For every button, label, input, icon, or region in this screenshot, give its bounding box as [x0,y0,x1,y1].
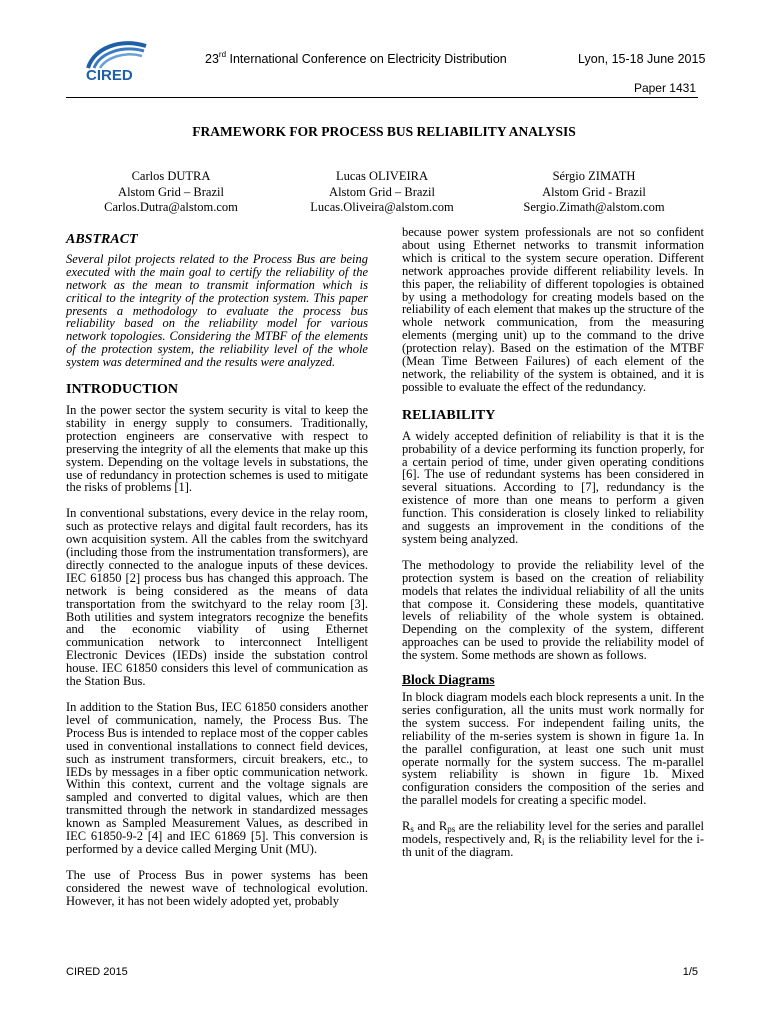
author-affiliation: Alstom Grid – Brazil [118,184,224,199]
author-email: Sergio.Zimath@alstom.com [523,200,665,214]
author-email: Carlos.Dutra@alstom.com [104,200,238,214]
author-1 [71,169,271,216]
block-diagrams-heading: Block Diagrams [402,672,495,688]
right-column [402,226,704,859]
continued-paragraph: because power system professionals are not so confident about using Ethernet networks to transmit information which is critical to the system secure operation. Different network approaches provide different reliability levels. In this paper, the reliability of different topologies is obtained by using a methodology for creating models based on the reliability of each element that makes up the structure of the whole network communication, from the measuring elements (merging unit) up to the command to the drive (protection relay). Based on the estimation of the MTBF (Mean Time Between Failures) of each element of the network, the reliability of the system is obtained, and it is possible to evaluate the effect of the redundancy. [402,225,704,394]
cired-logo [80,38,158,82]
intro-paragraph-3: In addition to the Station Bus, IEC 61850 considers another level of communication, namely, the Process Bus. The Process Bus is intended to replace most of the copper cables used in conventional installations to connect field devices, such as instrument transformers, circuit breakers, etc., to IEDs by messages in a fiber optic communication network. Within this context, current and the voltage signals are sampled and converted to digital values, which are then transmitted through the network in standardized messages known as Sampled Measurement Values, as described in IEC 61850-9-2 [4] and IEC 61869 [5]. This conversion is performed by a device called Merging Unit (MU). [66,700,368,856]
author-name: Lucas OLIVEIRA [336,169,428,183]
block-paragraph-1: In block diagram models each block represents a unit. In the series configuration, all the units must work normally for the system success. For independent failing units, the reliability of the m-series system is shown in figure 1a. In the parallel configuration, at least one such unit must operate normally for the system success. The m-parallel system reliability is shown in figure 1b. Mixed configuration considers the composition of the series and the parallel models for creating a specific model. [402,690,704,808]
abstract-text: Several pilot projects related to the Process Bus are being executed with the main goal to certify the reliability of the network as the mean to transmit information which is critical to the integrity of the protection system. This paper presents a methodology to evaluate the process bus reliability based on the reliability model for various network topologies. Considering the MTBF of the elements of the protection system, the reliability level of the whole system was determined and the results were analyzed. [66,251,368,370]
intro-paragraph-1: In the power sector the system security is vital to keep the stability in energy supply to consumers. Traditionally, protection engineers are conservative with respect to preserving the integrity of all the elements that make up this system. Depending on the voltage levels in substations, the use of redundancy in protection schemes is used to mitigate the risks of problems [1]. [66,402,368,495]
author-email: Lucas.Oliveira@alstom.com [310,200,454,214]
paper-title: FRAMEWORK FOR PROCESS BUS RELIABILITY ANALYSIS [192,124,576,139]
intro-paragraph-2: In conventional substations, every device in the relay room, such as protective relays and digital fault recorders, has its own acquisition system. All the cables from the switchyard (including those from the instrumentation transformers), are directly connected to the analogue inputs of these devices. IEC 61850 [2] process bus has changed this approach. The network is being considered as the means of data transportation from the switchyard to the relay room [3]. Both utilities and system integrators recognize the benefits and the economic viability of using Ethernet communication network to interconnect Intelligent Electronic Devices (IEDs) inside the substation control house. IEC 61850 considers this level of communication as the Station Bus. [66,506,368,689]
header-divider [66,97,698,98]
block-paragraph-2: $R_s$ and $R_{ps}$ are the reliability level for the series and parallel models, respectively and, $R_i$ is the reliability level for the i-th unit of the diagram. [402,819,705,859]
author-name: Carlos DUTRA [131,169,211,183]
author-3 [494,169,694,216]
page-number: 1/5 [682,966,698,978]
reliability-heading: RELIABILITY [402,407,496,423]
location-date: Lyon, 15-18 June 2015 [578,52,706,66]
abstract-heading: ABSTRACT [66,232,138,247]
paper-number: Paper 1431 [633,81,696,95]
left-column [66,226,368,908]
introduction-heading: INTRODUCTION [66,382,179,398]
intro-paragraph-4: The use of Process Bus in power systems has been considered the newest wave of technological evolution. However, it has not been widely adopted yet, probably [66,867,368,908]
footer-conference: CIRED 2015 [66,966,128,978]
author-2 [282,169,482,216]
conference-name: 23rd International Conference on Electricity Distribution [205,50,507,66]
author-name: Sérgio ZIMATH [552,169,636,183]
author-affiliation: Alstom Grid – Brazil [329,184,435,199]
reliability-paragraph-1: A widely accepted definition of reliability is that it is the probability of a device performing its function properly, for a certain period of time, under given operating conditions [6]. The use of redundant systems has been considered in several situations. According to [7], redundancy is the existence of more than one means to perform a given function. This consideration is closely linked to reliability and suggests an improvement in the conditions of the system being analyzed. [402,428,704,546]
reliability-paragraph-2: The methodology to provide the reliability level of the protection system is based on the creation of reliability models that relates the individual reliability of all the units that compose it. Considering these models, quantitative levels of reliability of the whole system is obtained. Depending on the complexity of the system, different approaches can be used to provide the reliability model of the system. Some methods are shown as follows. [402,557,704,663]
logo-text: CIRED [86,67,133,82]
author-affiliation: Alstom Grid - Brazil [542,184,646,199]
